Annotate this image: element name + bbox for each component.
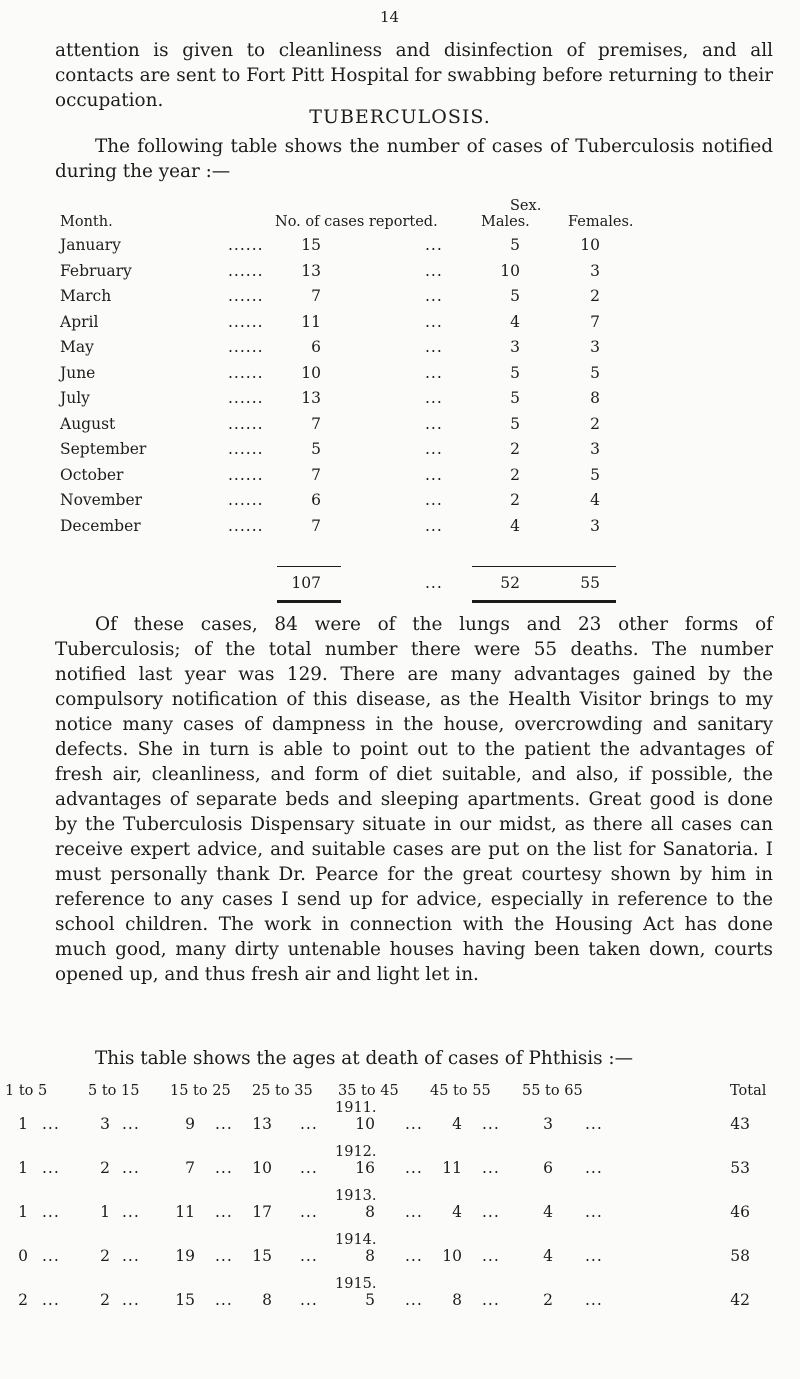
- month-leader: ......: [228, 287, 264, 305]
- cases-leader: ...: [425, 491, 443, 509]
- age-leader: ...: [300, 1115, 318, 1133]
- column-header-month: Month.: [60, 214, 113, 230]
- body-paragraph: Of these cases, 84 were of the lungs and 23 other forms of Tuberculosis; of the total number there were 55 deaths. The number notified last year was 129. There are many advantages gained by the compulsory notification of this disease, as the Health Visitor brings to my notice many cases of dampness in the house, overcrowding and sanitary defects. She in turn is able to point out to the patient the advantages of fresh air, cleanliness, and form of diet suitable, and also, if possible, the advantages of separate beds and sleeping apartments. Great good is done by the Tuberculosis Dispensary situate in our midst, as there all cases can receive expert advice, and suitable cases are put on the list for Sanatoria. I must personally thank Dr. Pearce for the great courtesy shown by him in reference to any cases I send up for advice, especially in reference to the school children. The work in connection with the Housing Act has done much good, many dirty untenable houses having been taken down, courts opened up, and thus fresh air and light let in.: [55, 614, 773, 985]
- age-leader: ...: [122, 1159, 140, 1177]
- cases-cell: 13: [301, 389, 321, 407]
- year-label: 1913.: [335, 1188, 377, 1204]
- age-cell: 6: [543, 1159, 553, 1177]
- cases-cell: 7: [311, 414, 321, 433]
- month-cell: January: [60, 236, 121, 254]
- age-cell: 1: [18, 1159, 28, 1177]
- age-leader: ...: [405, 1291, 423, 1309]
- age-leader: ...: [42, 1203, 60, 1221]
- age-cell: 46: [730, 1203, 750, 1221]
- month-leader: ......: [228, 389, 264, 407]
- age-cell: 8: [262, 1291, 272, 1309]
- month-cell: March: [60, 287, 112, 305]
- total-females: 55: [580, 574, 600, 592]
- month-cell: October: [60, 465, 124, 484]
- cases-leader: ...: [425, 236, 443, 254]
- month-cell: August: [60, 414, 116, 433]
- month-leader: ......: [228, 338, 264, 356]
- month-cell: July: [60, 389, 90, 407]
- cases-leader: ...: [425, 338, 443, 356]
- year-label: 1912.: [335, 1144, 377, 1160]
- month-leader: ......: [228, 261, 264, 280]
- males-cell: 2: [510, 440, 520, 458]
- age-cell: 3: [543, 1115, 553, 1133]
- column-header-cases: No. of cases reported.: [275, 214, 438, 230]
- month-cell: May: [60, 338, 94, 356]
- cases-leader: ...: [425, 440, 443, 458]
- females-cell: 4: [590, 491, 600, 509]
- cases-cell: 7: [311, 465, 321, 484]
- month-leader: ......: [228, 312, 264, 331]
- males-cell: 3: [510, 338, 520, 356]
- age-cell: 11: [175, 1203, 195, 1221]
- month-leader: ......: [228, 440, 264, 458]
- age-cell: 2: [100, 1291, 110, 1309]
- cases-leader: ...: [425, 414, 443, 433]
- age-cell: 13: [252, 1115, 272, 1133]
- lead-paragraph: The following table shows the number of cases of Tuberculosis notified during the year :—: [55, 136, 773, 182]
- cases-cell: 7: [311, 516, 321, 535]
- month-leader: ......: [228, 236, 264, 254]
- age-leader: ...: [585, 1203, 603, 1221]
- age-leader: ...: [482, 1203, 500, 1221]
- cases-cell: 6: [311, 338, 321, 356]
- age-column-header: 35 to 45: [338, 1083, 399, 1099]
- females-cell: 5: [590, 363, 600, 382]
- age-cell: 3: [100, 1115, 110, 1133]
- double-rule-sex: [472, 600, 616, 603]
- age-leader: ...: [215, 1115, 233, 1133]
- females-cell: 3: [590, 516, 600, 535]
- females-cell: 2: [590, 287, 600, 305]
- cases-cell: 11: [301, 312, 321, 331]
- age-cell: 10: [442, 1247, 462, 1265]
- cases-leader: ...: [425, 261, 443, 280]
- age-leader: ...: [585, 1247, 603, 1265]
- females-cell: 3: [590, 440, 600, 458]
- age-leader: ...: [215, 1159, 233, 1177]
- males-cell: 5: [510, 363, 520, 382]
- males-cell: 5: [510, 389, 520, 407]
- age-leader: ...: [42, 1291, 60, 1309]
- age-leader: ...: [300, 1203, 318, 1221]
- females-cell: 3: [590, 338, 600, 356]
- age-column-header: 25 to 35: [252, 1083, 313, 1099]
- sex-header: Sex.: [510, 198, 542, 214]
- cases-cell: 15: [301, 236, 321, 254]
- column-header-males: Males.: [481, 214, 530, 230]
- month-cell: June: [60, 363, 96, 382]
- age-cell: 8: [365, 1203, 375, 1221]
- age-leader: ...: [122, 1203, 140, 1221]
- month-leader: ......: [228, 363, 264, 382]
- age-leader: ...: [300, 1247, 318, 1265]
- month-cell: April: [60, 312, 99, 331]
- age-cell: 9: [185, 1115, 195, 1133]
- age-leader: ...: [405, 1203, 423, 1221]
- year-label: 1915.: [335, 1276, 377, 1292]
- month-cell: December: [60, 516, 141, 535]
- cases-leader: ...: [425, 516, 443, 535]
- age-leader: ...: [42, 1247, 60, 1265]
- age-column-header: 1 to 5: [5, 1083, 48, 1099]
- age-table-lead: This table shows the ages at death of cases of Phthisis :—: [95, 1048, 634, 1069]
- month-leader: ......: [228, 491, 264, 509]
- age-leader: ...: [122, 1115, 140, 1133]
- males-cell: 4: [510, 516, 520, 535]
- age-column-header: 55 to 65: [522, 1083, 583, 1099]
- month-leader: ......: [228, 414, 264, 433]
- age-leader: ...: [300, 1291, 318, 1309]
- month-cell: November: [60, 491, 143, 509]
- age-cell: 16: [355, 1159, 375, 1177]
- cases-leader: ...: [425, 363, 443, 382]
- females-cell: 8: [590, 389, 600, 407]
- intro-paragraph: attention is given to cleanliness and disinfection of premises, and all contacts are sent to Fort Pitt Hospital for swabbing before returning to their occupation.: [55, 40, 773, 111]
- age-leader: ...: [482, 1159, 500, 1177]
- age-leader: ...: [122, 1247, 140, 1265]
- age-cell: 1: [100, 1203, 110, 1221]
- age-cell: 7: [185, 1159, 195, 1177]
- males-cell: 5: [510, 414, 520, 433]
- females-cell: 10: [580, 236, 600, 254]
- females-cell: 3: [590, 261, 600, 280]
- age-column-header: 15 to 25: [170, 1083, 231, 1099]
- age-leader: ...: [405, 1247, 423, 1265]
- males-cell: 5: [510, 287, 520, 305]
- age-cell: 58: [730, 1247, 750, 1265]
- column-header-females: Females.: [568, 214, 634, 230]
- age-leader: ...: [215, 1247, 233, 1265]
- cases-leader: ...: [425, 389, 443, 407]
- age-leader: ...: [215, 1203, 233, 1221]
- total-cases: 107: [291, 574, 321, 592]
- age-leader: ...: [482, 1291, 500, 1309]
- age-cell: 11: [442, 1159, 462, 1177]
- age-cell: 15: [252, 1247, 272, 1265]
- age-column-header: 45 to 55: [430, 1083, 491, 1099]
- age-leader: ...: [122, 1291, 140, 1309]
- males-cell: 4: [510, 312, 520, 331]
- month-cell: February: [60, 261, 132, 280]
- age-cell: 2: [100, 1247, 110, 1265]
- females-cell: 2: [590, 414, 600, 433]
- age-leader: ...: [215, 1291, 233, 1309]
- double-rule-cases: [277, 600, 341, 603]
- age-cell: 15: [175, 1291, 195, 1309]
- cases-cell: 13: [301, 261, 321, 280]
- age-cell: 8: [452, 1291, 462, 1309]
- age-cell: 4: [543, 1203, 553, 1221]
- age-cell: 4: [452, 1115, 462, 1133]
- age-leader: ...: [585, 1291, 603, 1309]
- males-cell: 2: [510, 465, 520, 484]
- age-leader: ...: [42, 1115, 60, 1133]
- age-leader: ...: [482, 1247, 500, 1265]
- cases-cell: 5: [311, 440, 321, 458]
- age-cell: 42: [730, 1291, 750, 1309]
- cases-leader: ...: [425, 465, 443, 484]
- males-cell: 10: [500, 261, 520, 280]
- total-leader: ...: [425, 574, 443, 592]
- age-cell: 8: [365, 1247, 375, 1265]
- age-cell: 4: [452, 1203, 462, 1221]
- age-leader: ...: [585, 1159, 603, 1177]
- age-leader: ...: [300, 1159, 318, 1177]
- age-cell: 2: [100, 1159, 110, 1177]
- females-cell: 7: [590, 312, 600, 331]
- age-cell: 4: [543, 1247, 553, 1265]
- age-leader: ...: [482, 1115, 500, 1133]
- females-cell: 5: [590, 465, 600, 484]
- age-cell: 2: [543, 1291, 553, 1309]
- age-leader: ...: [42, 1159, 60, 1177]
- age-leader: ...: [405, 1159, 423, 1177]
- age-column-header: Total: [730, 1083, 767, 1099]
- age-cell: 0: [18, 1247, 28, 1265]
- males-cell: 5: [510, 236, 520, 254]
- year-label: 1914.: [335, 1232, 377, 1248]
- males-cell: 2: [510, 491, 520, 509]
- section-heading: TUBERCULOSIS.: [309, 106, 491, 128]
- cases-cell: 7: [311, 287, 321, 305]
- age-cell: 17: [252, 1203, 272, 1221]
- age-cell: 53: [730, 1159, 750, 1177]
- age-cell: 10: [252, 1159, 272, 1177]
- month-leader: ......: [228, 465, 264, 484]
- cases-leader: ...: [425, 287, 443, 305]
- age-leader: ...: [405, 1115, 423, 1133]
- year-label: 1911.: [335, 1100, 377, 1116]
- total-rule-cases: [277, 566, 341, 567]
- age-cell: 1: [18, 1115, 28, 1133]
- month-leader: ......: [228, 516, 264, 535]
- age-cell: 10: [355, 1115, 375, 1133]
- age-leader: ...: [585, 1115, 603, 1133]
- age-cell: 5: [365, 1291, 375, 1309]
- total-males: 52: [500, 574, 520, 592]
- cases-leader: ...: [425, 312, 443, 331]
- age-cell: 2: [18, 1291, 28, 1309]
- month-cell: September: [60, 440, 147, 458]
- cases-cell: 10: [301, 363, 321, 382]
- age-cell: 1: [18, 1203, 28, 1221]
- age-cell: 19: [175, 1247, 195, 1265]
- page-number: 14: [380, 8, 400, 26]
- age-column-header: 5 to 15: [88, 1083, 140, 1099]
- age-cell: 43: [730, 1115, 750, 1133]
- cases-cell: 6: [311, 491, 321, 509]
- total-rule-sex: [472, 566, 616, 567]
